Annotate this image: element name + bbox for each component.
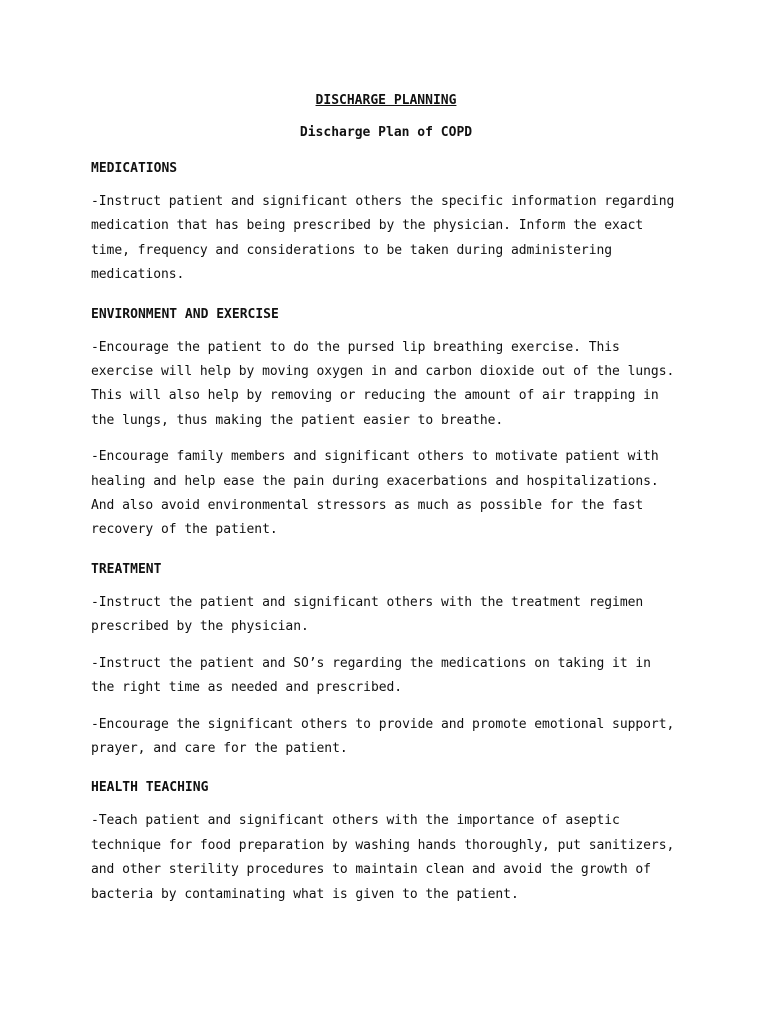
section-environment-and-exercise [91,306,681,543]
section-health-teaching [91,779,681,907]
section-paragraph: -Encourage the patient to do the pursed lip breathing exercise. This exercise will help by moving oxygen in and carbon dioxide out of the lungs. This will also help by removing or reducing the amount of air trapping in the lungs, thus making the patient easier to breathe. [91,339,675,428]
section-paragraph: -Encourage family members and significant others to motivate patient with healing and help ease the pain during exacerbations and hospitalizations. And also avoid environmental stressors as much as possible for the fast recovery of the patient. [91,449,659,538]
section-heading: TREATMENT [91,561,162,577]
section-paragraph: -Encourage the significant others to provide and promote emotional support, prayer, and care for the patient. [91,716,675,756]
section-heading: MEDICATIONS [91,161,178,176]
section-paragraph: -Instruct the patient and significant others with the treatment regimen prescribed by the physician. [91,594,644,635]
document-subtitle: Discharge Plan of COPD [299,125,473,140]
section-medications [91,160,681,288]
section-paragraph: -Teach patient and significant others with the importance of aseptic technique for food preparation by washing hands thoroughly, put sanitizers, and other sterility procedures to maintain clean and avoid the growth of bacteria by contaminating what is given to the patient. [91,813,675,902]
document-page [91,92,681,907]
section-heading: HEALTH TEACHING [91,780,209,796]
section-paragraph: -Instruct patient and significant others the specific information regarding medication that has being prescribed by the physician. Inform the exact time, frequency and considerations to be taken during administering medications. [91,194,675,283]
section-heading: ENVIRONMENT AND EXERCISE [91,306,279,322]
section-treatment [91,561,681,761]
document-title: DISCHARGE PLANNING [315,93,457,108]
section-paragraph: -Instruct the patient and SO’s regarding the medications on taking it in the right time as needed and prescribed. [91,655,651,696]
